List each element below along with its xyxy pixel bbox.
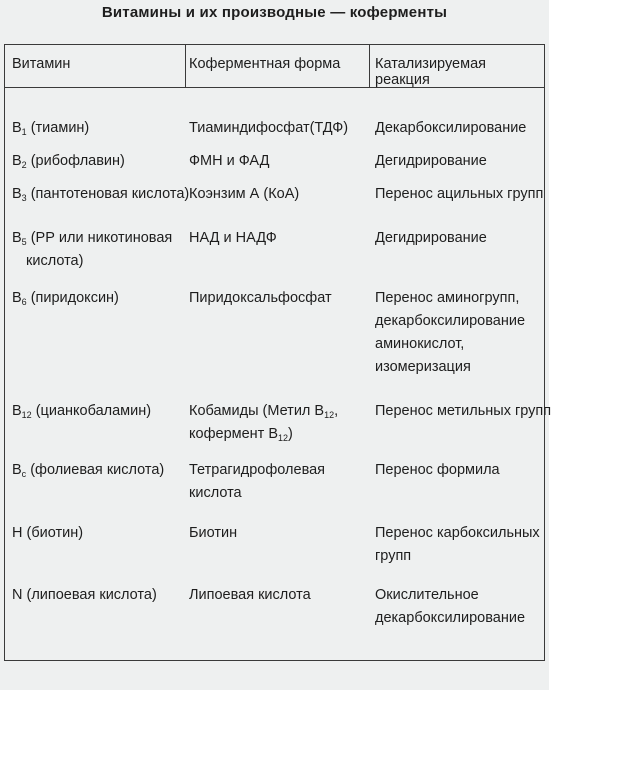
- vitamin-cell: $B_5$ (РР или никотиновая кислота): [12, 230, 173, 269]
- vitamin-cell: $B_1$ (тиамин): [12, 120, 90, 137]
- reaction-cell: Окислительное декарбоксилирование: [375, 587, 526, 626]
- coenzyme-cell: ФМН и ФАД: [189, 153, 270, 169]
- reaction-cell: Перенос аминогрупп, декарбоксилирование аминокислот, изомеризация: [375, 290, 526, 375]
- header-reaction: Катализируемая реакция: [375, 56, 486, 88]
- reaction-cell: Декарбоксилирование: [375, 120, 527, 136]
- vitamin-cell: $B_6$ (пиридоксин): [12, 290, 119, 307]
- reaction-cell: Перенос ацильных групп: [375, 186, 544, 202]
- reaction-cell: Дегидрирование: [375, 230, 487, 246]
- vitamin-cell: $B_3$ (пантотеновая кислота): [12, 186, 190, 203]
- coenzyme-cell: Биотин: [189, 525, 238, 541]
- coenzyme-cell: НАД и НАДФ: [189, 230, 277, 246]
- coenzyme-cell: Пиридоксальфосфат: [189, 290, 332, 306]
- reaction-cell: Перенос метильных групп: [375, 403, 552, 419]
- vitamin-cell: $B_2$ (рибофлавин): [12, 153, 125, 170]
- coenzyme-cell: Коэнзим А (КоА): [189, 186, 300, 202]
- vitamin-cell: H (биотин): [12, 525, 84, 541]
- header-coenzyme-form: Коферментная форма: [189, 56, 341, 72]
- column-divider: [369, 45, 370, 88]
- page-title: Витамины и их производные — коферменты: [101, 4, 448, 21]
- reaction-cell: Дегидрирование: [375, 153, 487, 169]
- reaction-cell: Перенос формила: [375, 462, 500, 478]
- coenzyme-cell: Тетрагидрофолевая кислота: [189, 462, 326, 501]
- reaction-cell: Перенос карбоксильных групп: [375, 525, 540, 564]
- coenzyme-cell: Липоевая кислота: [189, 587, 311, 603]
- coenzyme-cell: Тиаминдифосфат(ТДФ): [189, 120, 349, 136]
- vitamin-cell: N (липоевая кислота): [12, 587, 157, 603]
- coenzyme-cell: Кобамиды (Метил $В_{12}$, кофермент $В_{12}$): [189, 403, 339, 443]
- header-vitamin: Витамин: [12, 56, 71, 72]
- vitamin-cell: $B_{12}$ (цианкобаламин): [12, 403, 152, 420]
- vitamins-table: [4, 44, 552, 661]
- column-divider: [185, 45, 186, 88]
- vitamin-cell: $B_c$ (фолиевая кислота): [12, 462, 165, 479]
